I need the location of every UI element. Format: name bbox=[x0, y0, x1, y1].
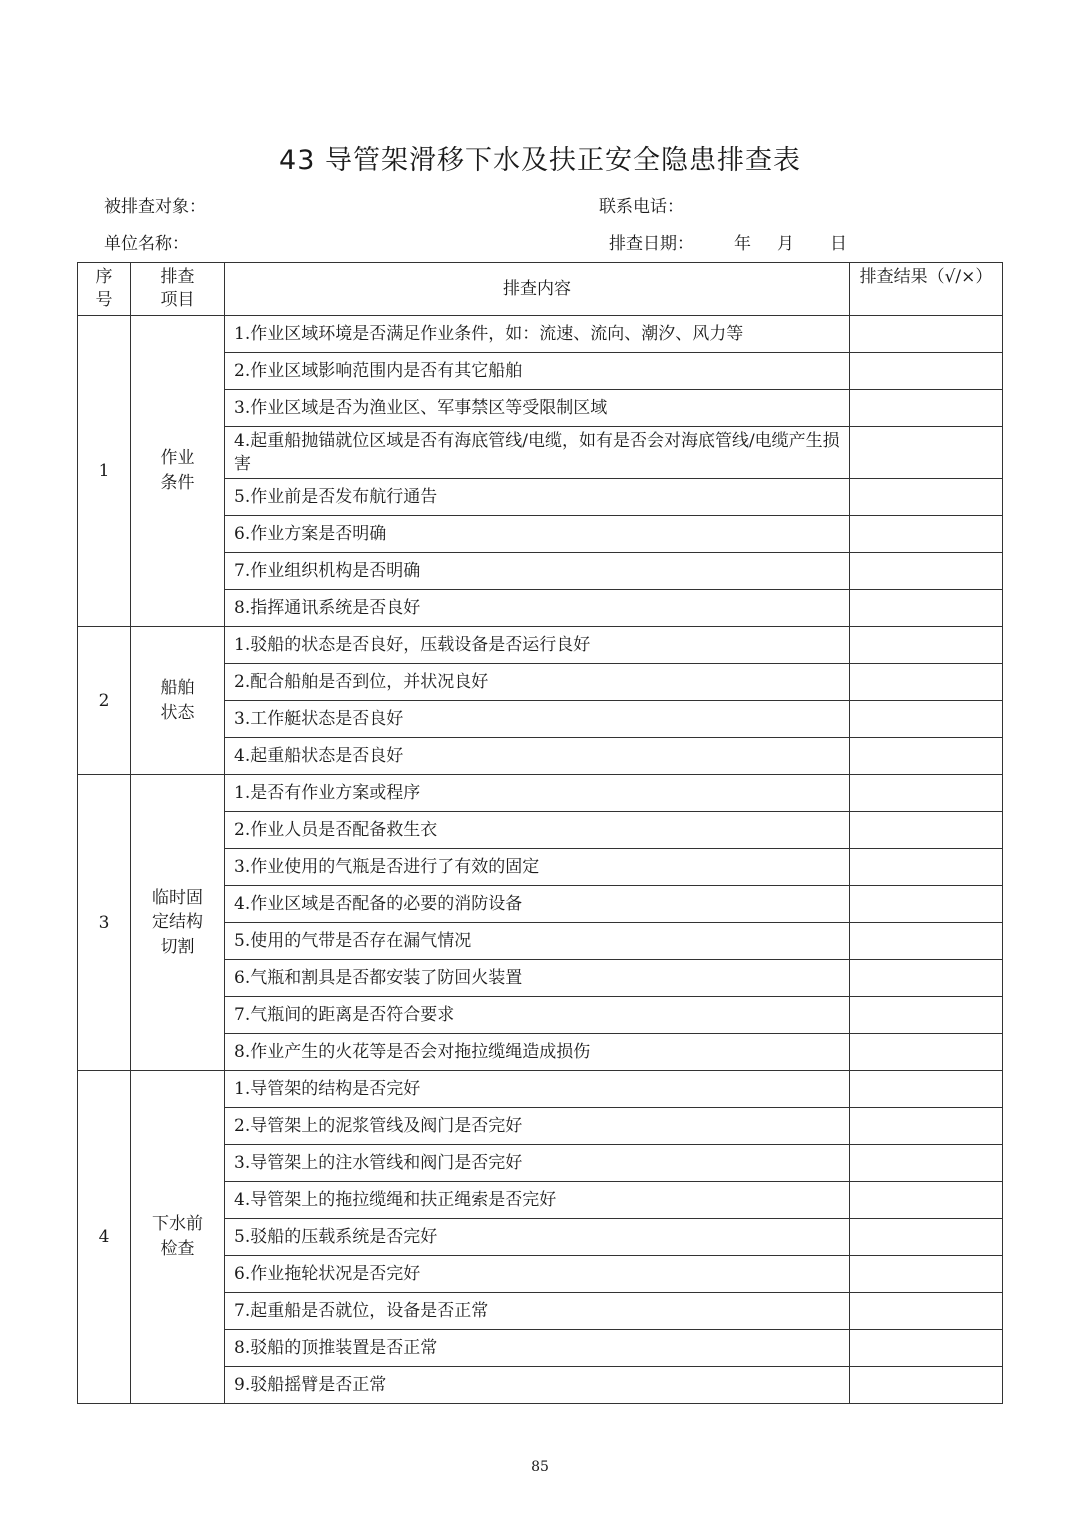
result-cell[interactable] bbox=[850, 627, 1003, 664]
result-cell[interactable] bbox=[850, 516, 1003, 553]
check-item: 6.作业方案是否明确 bbox=[225, 516, 850, 553]
result-cell[interactable] bbox=[850, 390, 1003, 427]
group-number: 1 bbox=[78, 316, 131, 627]
check-item: 2.作业人员是否配备救生衣 bbox=[225, 812, 850, 849]
day-label: 日 bbox=[830, 234, 847, 254]
table-row bbox=[78, 627, 1003, 664]
result-cell[interactable] bbox=[850, 1219, 1003, 1256]
check-item: 3.作业使用的气瓶是否进行了有效的固定 bbox=[225, 849, 850, 886]
check-item: 5.使用的气带是否存在漏气情况 bbox=[225, 923, 850, 960]
result-cell[interactable] bbox=[850, 923, 1003, 960]
result-cell[interactable] bbox=[850, 849, 1003, 886]
result-cell[interactable] bbox=[850, 812, 1003, 849]
check-item: 1.驳船的状态是否良好，压载设备是否运行良好 bbox=[225, 627, 850, 664]
phone-label: 联系电话： bbox=[599, 197, 684, 217]
check-item: 4.导管架上的拖拉缆绳和扶正绳索是否完好 bbox=[225, 1182, 850, 1219]
unit-label: 单位名称： bbox=[104, 234, 189, 254]
month-label: 月 bbox=[777, 234, 794, 254]
result-cell[interactable] bbox=[850, 701, 1003, 738]
check-item: 6.作业拖轮状况是否完好 bbox=[225, 1256, 850, 1293]
check-item: 4.起重船抛锚就位区域是否有海底管线/电缆，如有是否会对海底管线/电缆产生损害 bbox=[225, 427, 850, 479]
inspection-table bbox=[77, 262, 1003, 1404]
group-number: 3 bbox=[78, 775, 131, 1071]
check-item: 4.起重船状态是否良好 bbox=[225, 738, 850, 775]
result-cell[interactable] bbox=[850, 1108, 1003, 1145]
result-cell[interactable] bbox=[850, 738, 1003, 775]
result-cell[interactable] bbox=[850, 1293, 1003, 1330]
check-item: 3.工作艇状态是否良好 bbox=[225, 701, 850, 738]
year-label: 年 bbox=[734, 234, 751, 254]
check-item: 2.导管架上的泥浆管线及阀门是否完好 bbox=[225, 1108, 850, 1145]
check-item: 9.驳船摇臂是否正常 bbox=[225, 1367, 850, 1404]
result-cell[interactable] bbox=[850, 960, 1003, 997]
result-cell[interactable] bbox=[850, 553, 1003, 590]
table-header-row bbox=[78, 263, 1003, 316]
header-no: 序 号 bbox=[78, 263, 131, 316]
result-cell[interactable] bbox=[850, 427, 1003, 479]
page-number: 85 bbox=[531, 1459, 549, 1475]
check-item: 7.气瓶间的距离是否符合要求 bbox=[225, 997, 850, 1034]
date-label: 排查日期： bbox=[609, 234, 694, 254]
table-row bbox=[78, 1071, 1003, 1108]
group-category: 作业 条件 bbox=[131, 316, 225, 627]
header-content: 排查内容 bbox=[225, 263, 850, 316]
result-cell[interactable] bbox=[850, 664, 1003, 701]
check-item: 3.导管架上的注水管线和阀门是否完好 bbox=[225, 1145, 850, 1182]
check-item: 1.是否有作业方案或程序 bbox=[225, 775, 850, 812]
date-line bbox=[609, 229, 847, 254]
table-row bbox=[78, 316, 1003, 353]
target-label: 被排查对象： bbox=[104, 197, 206, 217]
check-item: 7.起重船是否就位，设备是否正常 bbox=[225, 1293, 850, 1330]
result-cell[interactable] bbox=[850, 1182, 1003, 1219]
result-cell[interactable] bbox=[850, 1145, 1003, 1182]
group-number: 4 bbox=[78, 1071, 131, 1404]
check-item: 1.作业区域环境是否满足作业条件，如：流速、流向、潮汐、风力等 bbox=[225, 316, 850, 353]
result-cell[interactable] bbox=[850, 997, 1003, 1034]
result-cell[interactable] bbox=[850, 1071, 1003, 1108]
result-cell[interactable] bbox=[850, 1367, 1003, 1404]
check-item: 4.作业区域是否配备的必要的消防设备 bbox=[225, 886, 850, 923]
group-category: 下水前 检查 bbox=[131, 1071, 225, 1404]
result-cell[interactable] bbox=[850, 316, 1003, 353]
result-cell[interactable] bbox=[850, 775, 1003, 812]
group-category: 船舶 状态 bbox=[131, 627, 225, 775]
check-item: 2.作业区域影响范围内是否有其它船舶 bbox=[225, 353, 850, 390]
check-item: 2.配合船舶是否到位，并状况良好 bbox=[225, 664, 850, 701]
table-row bbox=[78, 775, 1003, 812]
group-category: 临时固 定结构 切割 bbox=[131, 775, 225, 1071]
result-cell[interactable] bbox=[850, 479, 1003, 516]
result-cell[interactable] bbox=[850, 590, 1003, 627]
result-cell[interactable] bbox=[850, 353, 1003, 390]
check-item: 8.驳船的顶推装置是否正常 bbox=[225, 1330, 850, 1367]
result-cell[interactable] bbox=[850, 886, 1003, 923]
group-number: 2 bbox=[78, 627, 131, 775]
check-item: 1.导管架的结构是否完好 bbox=[225, 1071, 850, 1108]
result-cell[interactable] bbox=[850, 1256, 1003, 1293]
result-cell[interactable] bbox=[850, 1034, 1003, 1071]
page-title: 43 导管架滑移下水及扶正安全隐患排查表 bbox=[279, 145, 801, 176]
check-item: 6.气瓶和割具是否都安装了防回火装置 bbox=[225, 960, 850, 997]
check-item: 5.作业前是否发布航行通告 bbox=[225, 479, 850, 516]
check-item: 8.指挥通讯系统是否良好 bbox=[225, 590, 850, 627]
result-cell[interactable] bbox=[850, 1330, 1003, 1367]
check-item: 7.作业组织机构是否明确 bbox=[225, 553, 850, 590]
header-category: 排查 项目 bbox=[131, 263, 225, 316]
check-item: 5.驳船的压载系统是否完好 bbox=[225, 1219, 850, 1256]
check-item: 8.作业产生的火花等是否会对拖拉缆绳造成损伤 bbox=[225, 1034, 850, 1071]
check-item: 3.作业区域是否为渔业区、军事禁区等受限制区域 bbox=[225, 390, 850, 427]
header-result: 排查结果（√/×） bbox=[850, 263, 1003, 316]
